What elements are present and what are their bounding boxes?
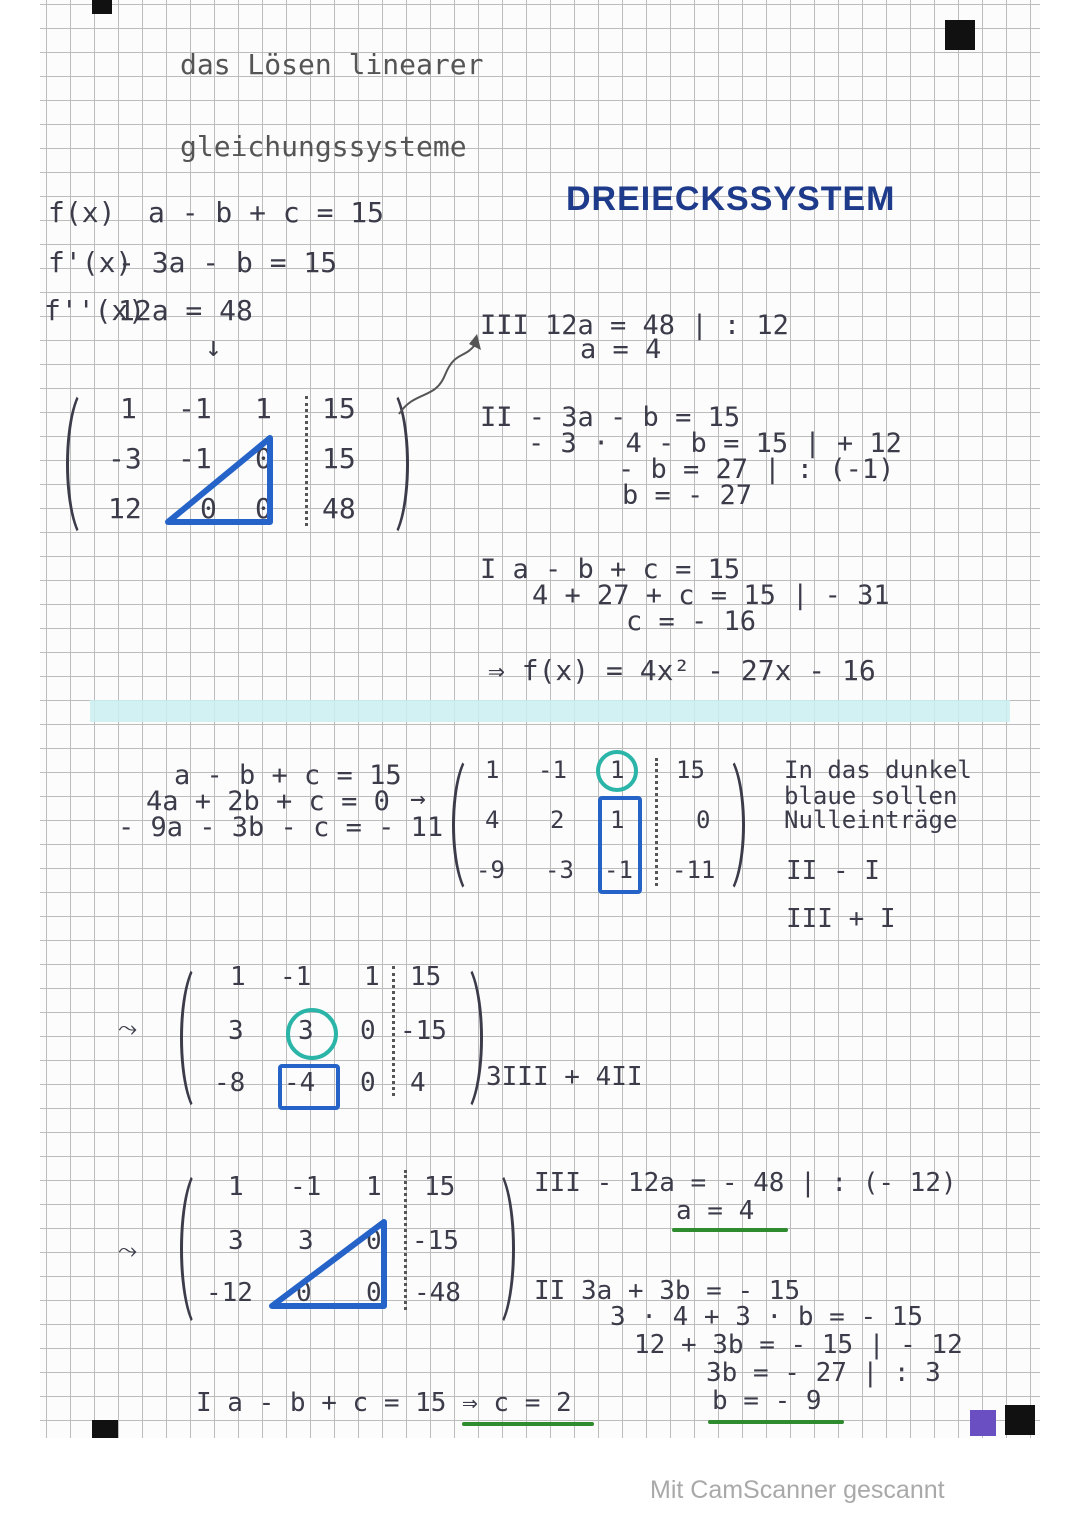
matrix-cell: 15 xyxy=(322,442,356,475)
row-operation: 3III + 4II xyxy=(486,1062,643,1092)
pivot-circle xyxy=(286,1008,338,1060)
matrix-cell: -1 xyxy=(538,756,567,784)
solution-line: 3b = - 27 | : 3 xyxy=(706,1358,941,1388)
arrow-right-icon: ⤳ xyxy=(118,1236,138,1264)
note-line: Nulleinträge xyxy=(784,806,958,834)
matrix-cell: -1 xyxy=(178,442,212,475)
scanner-watermark: Mit CamScanner gescannt xyxy=(650,1476,945,1504)
matrix-cell: 15 xyxy=(410,962,442,992)
matrix-cell: 12 xyxy=(108,492,142,525)
solution-line: I a - b + c = 15 xyxy=(480,554,741,585)
heading-line-2: gleichungssysteme xyxy=(180,130,467,163)
note-line: blaue sollen xyxy=(784,782,958,810)
zero-triangle-marker xyxy=(264,1214,394,1314)
solution-line: 3 · 4 + 3 · b = - 15 xyxy=(610,1302,924,1332)
solution-line: a = 4 xyxy=(580,334,662,365)
eq-text: - 3a - b = 15 xyxy=(118,246,338,279)
matrix-cell: 0 xyxy=(366,1226,382,1256)
solution-line: II - 3a - b = 15 xyxy=(480,402,741,433)
matrix-divider xyxy=(404,1170,407,1310)
solution-line: - b = 27 | : (-1) xyxy=(618,454,895,485)
eq-text: 12a = 48 xyxy=(118,294,253,327)
matrix-cell: 3 xyxy=(298,1016,314,1046)
matrix-cell: 0 xyxy=(255,442,272,475)
matrix-cell: 0 xyxy=(360,1068,376,1098)
zero-target-box xyxy=(598,796,642,894)
corner-mark-bottom-left xyxy=(92,1420,118,1438)
matrix-cell: 0 xyxy=(366,1278,382,1308)
matrix-cell: 1 xyxy=(485,756,500,784)
result-function: ⇒ f(x) = 4x² - 27x - 16 xyxy=(488,654,876,687)
heading-line-1: das Lösen linearer xyxy=(180,48,484,81)
answer-underline xyxy=(708,1420,844,1424)
matrix-left-paren xyxy=(66,386,109,542)
zero-triangle-marker xyxy=(160,430,280,530)
matrix-cell: -15 xyxy=(400,1016,447,1046)
matrix-cell: 15 xyxy=(676,756,705,784)
matrix-cell: -48 xyxy=(414,1278,461,1308)
corner-mark-top-left xyxy=(92,0,112,14)
solution-line: b = - 27 xyxy=(622,480,753,511)
matrix-cell: 1 xyxy=(366,1172,382,1202)
matrix-cell: -1 xyxy=(290,1172,322,1202)
arrow-right-icon: → xyxy=(410,784,426,814)
matrix-cell: -12 xyxy=(206,1278,253,1308)
matrix-cell: 0 xyxy=(696,806,711,834)
matrix-divider xyxy=(305,396,308,526)
solution-line: III - 12a = - 48 | : (- 12) xyxy=(534,1168,957,1198)
note-line: In das dunkel xyxy=(784,756,972,784)
matrix-cell: 1 xyxy=(610,756,625,784)
matrix-cell: 4 xyxy=(410,1068,426,1098)
row-operation: II - I xyxy=(786,856,880,886)
matrix-cell: 1 xyxy=(120,392,137,425)
matrix-right-paren xyxy=(472,1166,515,1332)
eq-text: 4a + 2b + c = 0 xyxy=(146,786,390,817)
matrix-cell: 3 xyxy=(228,1226,244,1256)
eq-text: a - b + c = 15 xyxy=(174,760,402,791)
matrix-cell: 3 xyxy=(298,1226,314,1256)
matrix-cell: 1 xyxy=(255,392,272,425)
matrix-cell: 0 xyxy=(296,1278,312,1308)
eq-text: - 9a - 3b - c = - 11 xyxy=(118,812,444,843)
matrix-cell: 0 xyxy=(360,1016,376,1046)
eq-label: f(x) xyxy=(48,196,116,229)
curved-arrow-icon xyxy=(395,330,485,420)
matrix-cell: -3 xyxy=(545,856,574,884)
matrix-divider xyxy=(655,758,658,886)
solution-line: b = - 9 xyxy=(712,1386,822,1416)
matrix-cell: 48 xyxy=(322,492,356,525)
matrix-cell: -3 xyxy=(108,442,142,475)
matrix-cell: -1 xyxy=(178,392,212,425)
matrix-cell: 15 xyxy=(424,1172,456,1202)
solution-line: III 12a = 48 | : 12 xyxy=(480,310,789,341)
solution-line: 12 + 3b = - 15 | - 12 xyxy=(634,1330,963,1360)
matrix-cell: -1 xyxy=(604,856,633,884)
corner-mark-bottom-right xyxy=(1005,1405,1035,1435)
solution-line: c = - 16 xyxy=(626,606,757,637)
row-operation: III + I xyxy=(786,904,896,934)
zero-target-box xyxy=(278,1064,340,1110)
solution-line: 4 + 27 + c = 15 | - 31 xyxy=(532,580,890,611)
pivot-circle xyxy=(596,750,638,792)
matrix-cell: -9 xyxy=(476,856,505,884)
solution-line: a = 4 xyxy=(676,1196,755,1226)
matrix-cell: 4 xyxy=(485,806,500,834)
page-title: DREIECKSSYSTEM xyxy=(566,180,896,218)
solution-line: - 3 · 4 - b = 15 | + 12 xyxy=(528,428,902,459)
matrix-cell: 0 xyxy=(255,492,272,525)
eq-text: a - b + c = 15 xyxy=(148,196,385,229)
color-mark xyxy=(970,1410,996,1436)
matrix-cell: -1 xyxy=(280,962,312,992)
matrix-cell: 2 xyxy=(550,806,565,834)
matrix-cell: 1 xyxy=(610,806,625,834)
arrow-down-icon: ↓ xyxy=(205,330,222,363)
solution-line: II 3a + 3b = - 15 xyxy=(534,1276,801,1306)
matrix-cell: 1 xyxy=(228,1172,244,1202)
matrix-cell: 0 xyxy=(200,492,217,525)
eq-label: f'(x) xyxy=(48,246,133,279)
section-divider-band xyxy=(90,700,1010,722)
matrix-cell: -11 xyxy=(672,856,716,884)
answer-underline xyxy=(462,1422,594,1426)
solution-line: I a - b + c = 15 ⇒ c = 2 xyxy=(196,1388,572,1418)
matrix-divider xyxy=(392,966,395,1096)
matrix-cell: -4 xyxy=(284,1068,316,1098)
matrix-cell: 15 xyxy=(322,392,356,425)
arrow-right-icon: ⤳ xyxy=(118,1014,138,1042)
eq-label: f''(x) xyxy=(44,294,146,327)
answer-underline xyxy=(672,1228,788,1232)
matrix-cell: 1 xyxy=(364,962,380,992)
matrix-cell: 3 xyxy=(228,1016,244,1046)
corner-mark-top-right xyxy=(945,20,975,50)
matrix-cell: -15 xyxy=(412,1226,459,1256)
matrix-cell: -8 xyxy=(214,1068,246,1098)
matrix-cell: 1 xyxy=(230,962,246,992)
